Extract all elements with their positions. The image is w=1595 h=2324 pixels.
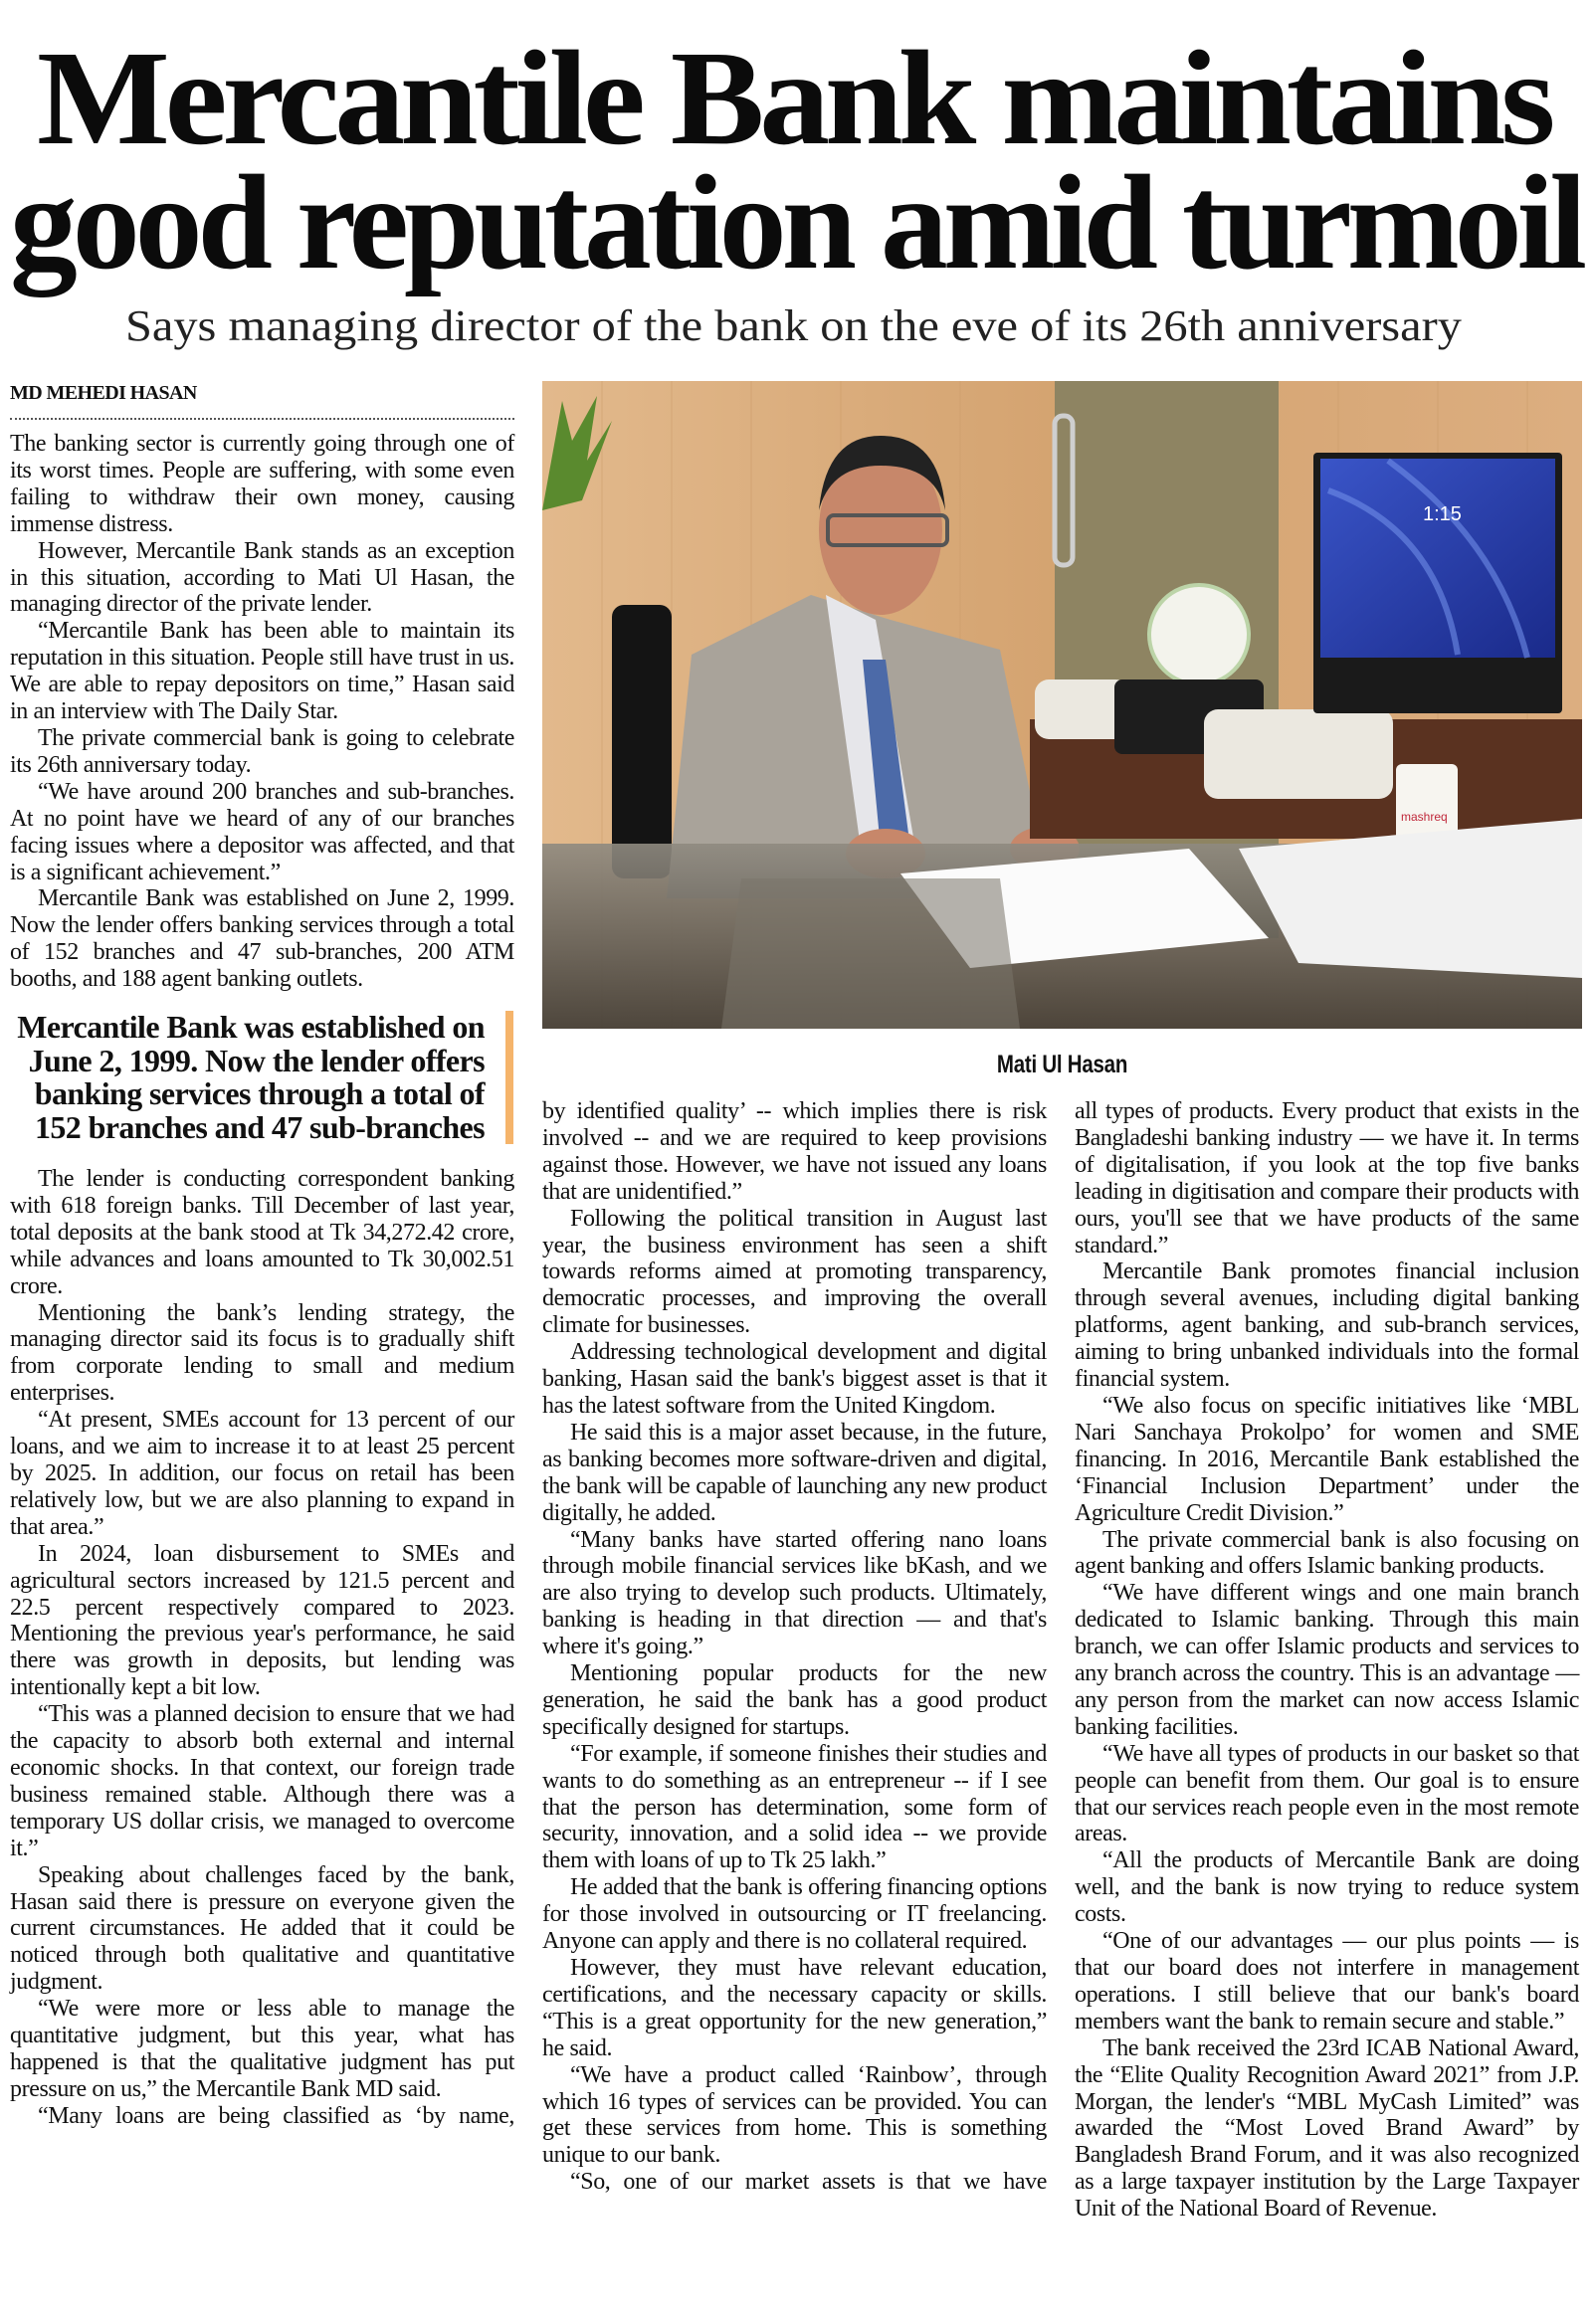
paragraph: “For example, if someone finishes their studies and wants to do something as an entrepreneur -- if I see that the person has determination, some form of security, innovation, and a solid idea -- we provide them with loans of up to Tk 25 lakh.”: [542, 1740, 1047, 1874]
pull-quote-block: [10, 1011, 514, 1144]
paragraph: “So, one of our market assets is that we have: [570, 2169, 1047, 2196]
column-1-top: [10, 431, 514, 993]
paragraph: “We have different wings and one main branch dedicated to Islamic banking. Through this main branch, we can offer Islamic products and services to any branch across the country. This is an advantage — any person from the market can now access Islamic banking facilities.: [1075, 1580, 1579, 1740]
subtitle: Says managing director of the bank on the eve of its 26th anniversary: [125, 301, 1462, 350]
column-3: [1075, 1098, 1579, 2223]
pull-quote: Mercantile Bank was established on June 2, 1999. Now the lender offers banking services through a total of 152 branches and 47 sub-branches: [17, 1009, 485, 1145]
byline: MD MEHEDI HASAN: [10, 382, 197, 404]
paragraph: However, Mercantile Bank stands as an exception in this situation, according to Mati Ul Hasan, the managing director of the private lender.: [10, 537, 514, 618]
paragraph: “One of our advantages — our plus points — is that our board does not interfere in management operations. I still believe that our bank's board members want the bank to remain secure and stable.”: [1075, 1928, 1579, 2034]
headline-line-1: Mercantile Bank maintains: [37, 24, 1551, 173]
paragraph: “We have all types of products in our basket so that people can benefit from them. Our goal is to ensure that our services reach people even in the most remote areas.: [1075, 1740, 1579, 1847]
paragraph: Mercantile Bank promotes financial inclusion through several avenues, including digital banking platforms, agent banking, and sub-branch services, aiming to bring unbanked individuals into the formal financial system.: [1075, 1259, 1579, 1393]
paragraph: The private commercial bank is also focusing on agent banking and offers Islamic banking products.: [1075, 1526, 1579, 1580]
paragraph: The bank received the 23rd ICAB National Award, the “Elite Quality Recognition Award 2021” from J.P. Morgan, the lender's “MBL MyCash Limited” was awarded the “Most Loved Brand Award” by Bangladesh Brand Forum, and it was also recognized as a large taxpayer institution by the Large Taxpayer Unit of the National Board of Revenue.: [1075, 2034, 1579, 2223]
paragraph: by identified quality’ -- which implies there is risk involved -- and we are required to keep provisions against those. However, we have not issued any loans that are unidentified.”: [542, 1098, 1047, 1205]
photo-caption: Mati Ul Hasan: [996, 1051, 1128, 1078]
paragraph: In 2024, loan disbursement to SMEs and agricultural sectors increased by 121.5 percent and 22.5 percent respectively compared to 2023. Mentioning the previous year's performance, he said there was growth in deposits, but lending was intentionally kept a bit low.: [10, 1540, 514, 1701]
mug-logo: mashreq: [1401, 810, 1448, 824]
paragraph: “Many loans are being classified as ‘by name,: [38, 2102, 514, 2129]
desk-reflection: [721, 878, 1020, 1029]
byline-divider: [10, 418, 514, 420]
photo-illustration: [542, 381, 1582, 1029]
paragraph: “This was a planned decision to ensure that we had the capacity to absorb both external and internal economic shocks. In that context, our foreign trade business remained stable. Although there was a temporary US dollar crisis, we managed to overcome it.”: [10, 1701, 514, 1861]
pull-quote-bar: [505, 1011, 513, 1144]
paragraph: “We have a product called ‘Rainbow’, through which 16 types of services can be provided. You can get these services from home. This is something unique to our bank.: [542, 2061, 1047, 2169]
paragraph: “All the products of Mercantile Bank are doing well, and the bank is now trying to reduce system costs.: [1075, 1847, 1579, 1928]
paragraph: He said this is a major asset because, in the future, as banking becomes more software-driven and digital, the bank will be capable of launching any new product digitally, he added.: [542, 1419, 1047, 1526]
paragraph: However, they must have relevant education, certifications, and the necessary capacity or skills. “This is a great opportunity for the new generation,” he said.: [542, 1955, 1047, 2061]
paragraph: “Many banks have started offering nano loans through mobile financial services like bKash, and we are also trying to develop such products. Ultimately, banking is heading in that direction — and that's where it's going.”: [542, 1526, 1047, 1660]
paragraph: Following the political transition in August last year, the business environment has seen a shift towards reforms aimed at promoting transparency, democratic processes, and improving the overall climate for businesses.: [542, 1205, 1047, 1339]
chair-back: [612, 605, 672, 878]
paragraph: “We also focus on specific initiatives like ‘MBL Nari Sanchaya Prokolpo’ for women and SME financing. In 2016, Mercantile Bank established the ‘Financial Inclusion Department’ under the Agriculture Credit Division.”: [1075, 1392, 1579, 1526]
paragraph: “We have around 200 branches and sub-branches. At no point have we heard of any of our branches facing issues where a depositor was affected, and that is a significant achievement.”: [10, 778, 514, 885]
monitor-clock: 1:15: [1423, 503, 1462, 525]
paragraph: The lender is conducting correspondent banking with 618 foreign banks. Till December of last year, total deposits at the bank stood at Tk 34,272.42 crore, while advances and loans amounted to Tk 30,002.51 crore.: [10, 1166, 514, 1299]
photo-mati-ul-hasan: [542, 381, 1582, 1029]
paragraph: The banking sector is currently going through one of its worst times. People are suffering, with some even failing to withdraw their own money, causing immense distress.: [10, 431, 514, 537]
column-1-bottom: [10, 1166, 514, 2130]
paragraph: “We were more or less able to manage the quantitative judgment, but this year, what has happened is that the qualitative judgment has put pressure on us,” the Mercantile Bank MD said.: [10, 1996, 514, 2102]
paragraph: Mercantile Bank was established on June 2, 1999. Now the lender offers banking services through a total of 152 branches and 47 sub-branches, 200 ATM booths, and 188 agent banking outlets.: [10, 885, 514, 993]
paragraph: The private commercial bank is going to celebrate its 26th anniversary today.: [10, 724, 514, 778]
column-2: [542, 1098, 1047, 2196]
telephone-3: [1204, 709, 1393, 799]
headline-line-2: good reputation amid turmoil: [10, 148, 1583, 297]
paragraph: Addressing technological development and digital banking, Hasan said the bank's biggest asset is that it has the latest software from the United Kingdom.: [542, 1339, 1047, 1419]
paragraph: He added that the bank is offering financing options for those involved in outsourcing or IT freelancing. Anyone can apply and there is no collateral required.: [542, 1874, 1047, 1955]
wall-plaque: [1149, 585, 1249, 684]
paragraph: all types of products. Every product that exists in the Bangladeshi banking industry — we have it. In terms of digitalisation, if you look at the top five banks leading in digitisation and compare their products with ours, you'll see that we have products of the same standard.”: [1075, 1098, 1579, 1259]
paragraph: “At present, SMEs account for 13 percent of our loans, and we aim to increase it to at least 25 percent by 2025. In addition, our focus on retail has been relatively low, but we are also planning to expand in that area.”: [10, 1407, 514, 1540]
paragraph: “Mercantile Bank has been able to maintain its reputation in this situation. People still have trust in us. We are able to repay depositors on time,” Hasan said in an interview with The Daily Star.: [10, 618, 514, 725]
left-column: [10, 431, 514, 2130]
paragraph: Mentioning popular products for the new generation, he said the bank has a good product specifically designed for startups.: [542, 1660, 1047, 1740]
paragraph: Speaking about challenges faced by the bank, Hasan said there is pressure on everyone given the current circumstances. He added that it could be noticed through both qualitative and quantitative judgment.: [10, 1861, 514, 1996]
paragraph: Mentioning the bank’s lending strategy, the managing director said its focus is to gradually shift from corporate lending to small and medium enterprises.: [10, 1299, 514, 1407]
